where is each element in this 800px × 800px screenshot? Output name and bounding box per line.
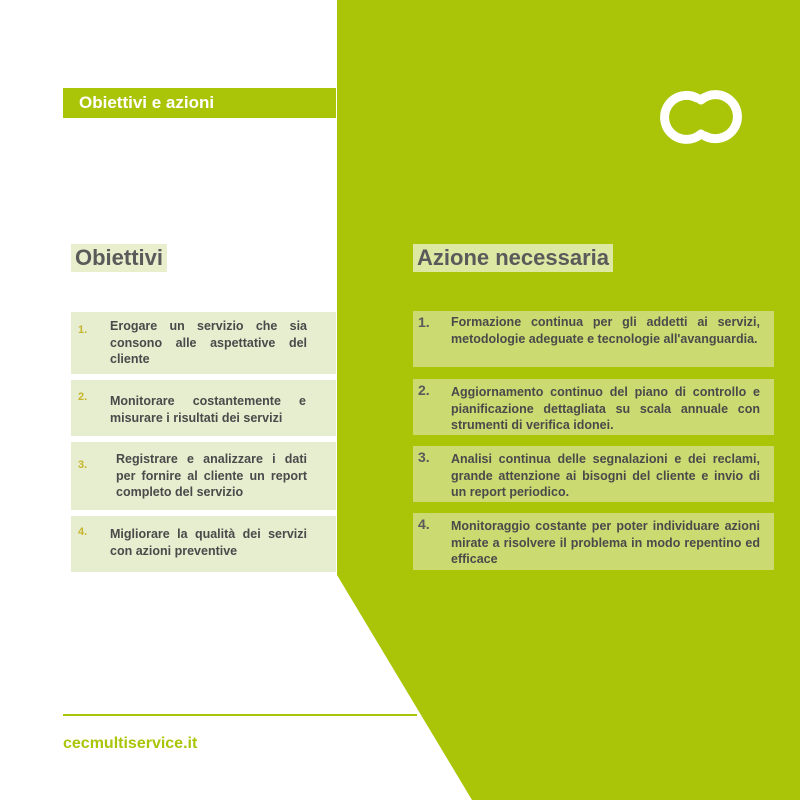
action-item-3: [413, 446, 774, 502]
objective-item-3: [71, 442, 336, 510]
item-number: 3.: [418, 449, 430, 465]
actions-heading: Azione necessaria: [413, 244, 613, 272]
item-text: Formazione continua per gli addetti ai servizi, metodologie adeguate e tecnologie all'avanguardia.: [451, 315, 760, 346]
item-number: 4.: [78, 526, 88, 538]
item-text: Migliorare la qualità dei servizi con azioni preventive: [110, 527, 307, 558]
item-text: Monitorare costantemente e misurare i risultati dei servizi: [110, 394, 306, 425]
item-number: 2.: [78, 391, 88, 403]
interlocking-rings-logo-icon: [657, 86, 745, 148]
item-number: 4.: [418, 516, 430, 532]
item-text: Analisi continua delle segnalazioni e dei reclami, grande attenzione ai bisogni del cliente e invio di un report periodico.: [451, 452, 760, 499]
item-number: 1.: [418, 314, 430, 330]
item-text: Erogare un servizio che sia consono alle aspettative del cliente: [110, 319, 307, 366]
objective-item-4: [71, 516, 336, 572]
action-item-2: [413, 379, 774, 435]
item-number: 2.: [418, 382, 430, 398]
item-number: 1.: [78, 324, 88, 336]
objectives-heading: Obiettivi: [71, 244, 167, 272]
footer-divider: [63, 714, 417, 716]
item-text: Aggiornamento continuo del piano di controllo e pianificazione dettagliata su scala annuale con strumenti di verifica idonei.: [451, 385, 760, 432]
action-item-1: [413, 311, 774, 367]
website-link[interactable]: cecmultiservice.it: [63, 735, 198, 752]
page-title: Obiettivi e azioni: [79, 93, 215, 112]
item-text: Registrare e analizzare i dati per fornire al cliente un report completo del servizio: [116, 452, 307, 499]
action-item-4: [413, 513, 774, 570]
item-number: 3.: [78, 459, 88, 471]
objective-item-2: [71, 380, 336, 436]
objective-item-1: [71, 312, 336, 374]
item-text: Monitoraggio costante per poter individuare azioni mirate a risolvere il problema in modo repentino ed efficace: [451, 519, 760, 566]
